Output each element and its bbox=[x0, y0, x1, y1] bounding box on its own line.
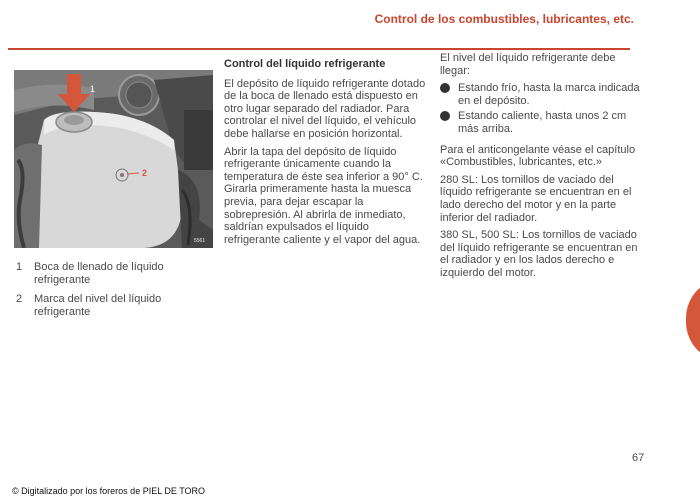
bullet-icon bbox=[440, 111, 450, 121]
legend-item bbox=[16, 261, 216, 287]
paragraph: Para el anticongelante véase el capítulo «Combustibles, lubricantes, etc.» bbox=[440, 143, 636, 169]
bullet-item bbox=[440, 82, 640, 107]
footer-credit: © Digitalizado por los foreros de PIEL DE TORO bbox=[12, 486, 206, 496]
paragraph: 280 SL: Los tornillos de vaciado del líquido refrigerante se encuentran en el lado derecho del motor y en la parte inferior del radiador. bbox=[440, 173, 632, 224]
paragraph: Abrir la tapa del depósito de líquido refrigerante únicamente cuando la temperatura de éste sea inferior a 90° C. Girarla primeramente hasta la muesca previa, para dejar escapar la sobrepresión. Al abrirla de inmediato, saldrían expulsados el líquido refrigerante caliente y el vapor del agua. bbox=[224, 145, 423, 246]
bullet-text: Estando frío, hasta la marca indicada en el depósito. bbox=[458, 82, 640, 107]
thumb-index-tab bbox=[686, 278, 700, 362]
coolant-section bbox=[224, 58, 426, 251]
bullet-item bbox=[440, 110, 640, 135]
bullet-text: Estando caliente, hasta unos 2 cm más arriba. bbox=[458, 110, 627, 135]
legend-number: 2 bbox=[16, 293, 23, 305]
photo-code: 5561 bbox=[194, 238, 206, 244]
coolant-level-section bbox=[440, 52, 640, 285]
paragraph: 380 SL, 500 SL: Los tornillos de vaciado del líquido refrigerante se encuentran en el radiador y en los lados derecho e izquierdo del motor. bbox=[440, 229, 638, 279]
running-header: Control de los combustibles, lubricantes, etc. bbox=[374, 12, 634, 26]
legend-number: 1 bbox=[16, 261, 23, 273]
legend-item bbox=[16, 293, 216, 319]
paragraph: El depósito de líquido refrigerante dotado de la boca de llenado está dispuesto en otro lugar separado del radiador. Para controlar el nivel del líquido, el vehículo debe hallarse en posición horizontal. bbox=[224, 77, 426, 140]
callout-1-label: 1 bbox=[90, 84, 96, 94]
legend-text: Marca del nivel del líquido refrigerante bbox=[34, 293, 162, 318]
header-rule bbox=[8, 48, 630, 50]
bullet-icon bbox=[440, 83, 450, 93]
callout-2-label: 2 bbox=[142, 168, 148, 178]
figure-legend bbox=[16, 261, 216, 325]
engine-photo bbox=[14, 70, 213, 248]
legend-text: Boca de llenado de líquido refrigerante bbox=[34, 261, 164, 286]
section-title: Control del líquido refrigerante bbox=[224, 58, 386, 70]
paragraph: El nivel del líquido refrigerante debe llegar: bbox=[440, 52, 616, 77]
page-number: 67 bbox=[632, 452, 645, 464]
